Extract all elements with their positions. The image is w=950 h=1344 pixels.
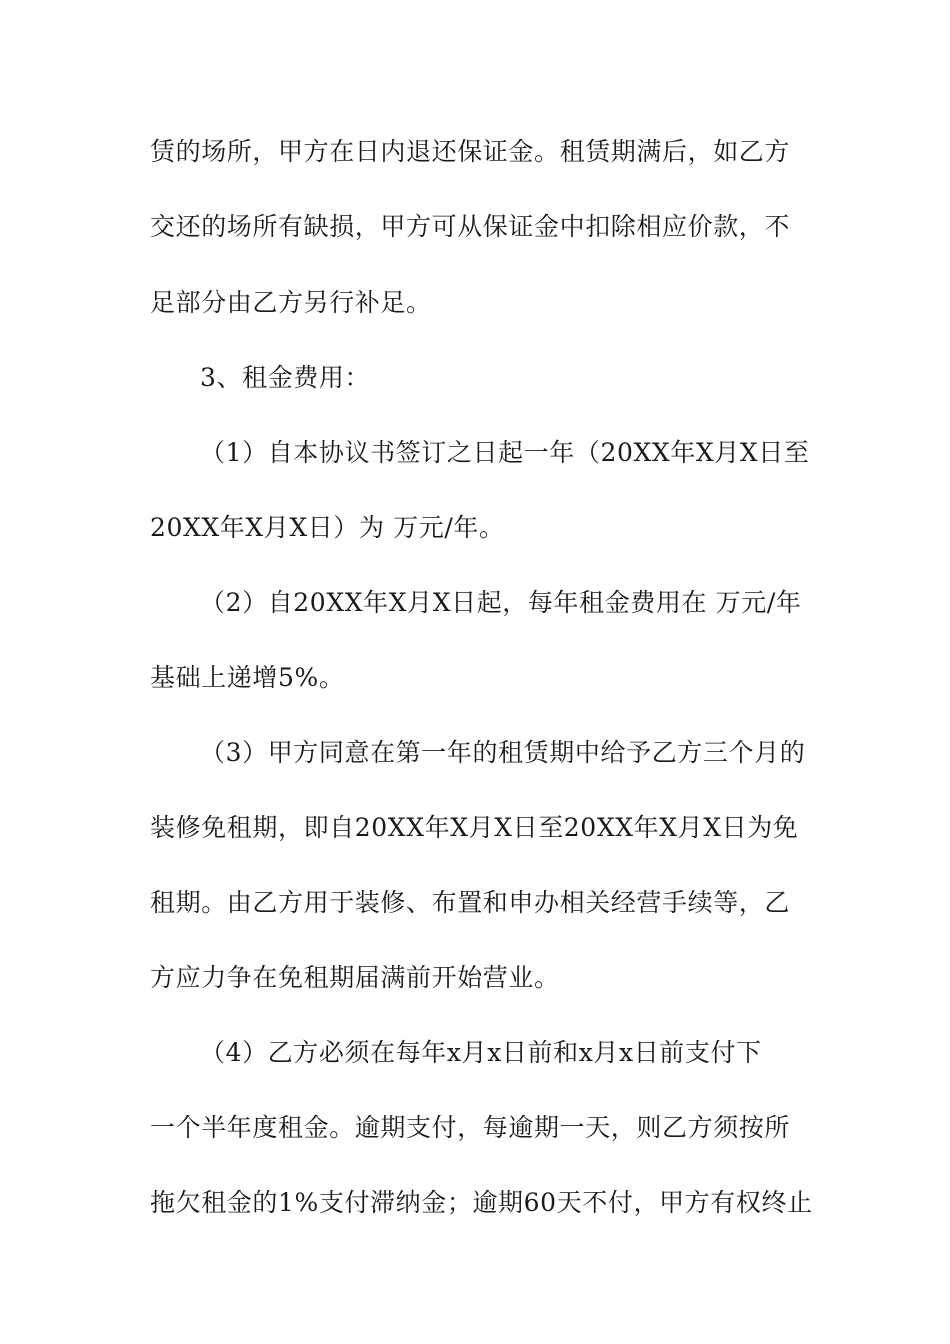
text-line: 足部分由乙方另行补足。 xyxy=(150,288,432,317)
text-line: 一个半年度租金。逾期支付，每逾期一天，则乙方须按所 xyxy=(150,1113,791,1142)
text-line: （3）甲方同意在第一年的租赁期中给予乙方三个月的 xyxy=(200,738,806,767)
text-line: （2）自20XX年X月X日起，每年租金费用在 万元/年 xyxy=(200,588,802,617)
text-line: 租期。由乙方用于装修、布置和申办相关经营手续等，乙 xyxy=(150,888,791,917)
text-line: 拖欠租金的1%支付滞纳金；逾期60天不付，甲方有权终止 xyxy=(150,1188,813,1217)
text-line: 装修免租期，即自20XX年X月X日至20XX年X月X日为免 xyxy=(150,813,799,842)
text-line: 赁的场所，甲方在日内退还保证金。租赁期满后，如乙方 xyxy=(150,137,791,166)
text-line: 基础上递增5%。 xyxy=(150,663,345,692)
text-line: （4）乙方必须在每年x月x日前和x月x日前支付下 xyxy=(200,1038,762,1067)
text-line: 交还的场所有缺损，甲方可从保证金中扣除相应价款，不 xyxy=(150,212,791,241)
section-heading: 3、租金费用： xyxy=(200,363,371,392)
text-line: （1）自本协议书签订之日起一年（20XX年X月X日至 xyxy=(200,438,810,467)
text-line: 方应力争在免租期届满前开始营业。 xyxy=(150,963,560,992)
text-line: 20XX年X月X日）为 万元/年。 xyxy=(150,513,505,542)
